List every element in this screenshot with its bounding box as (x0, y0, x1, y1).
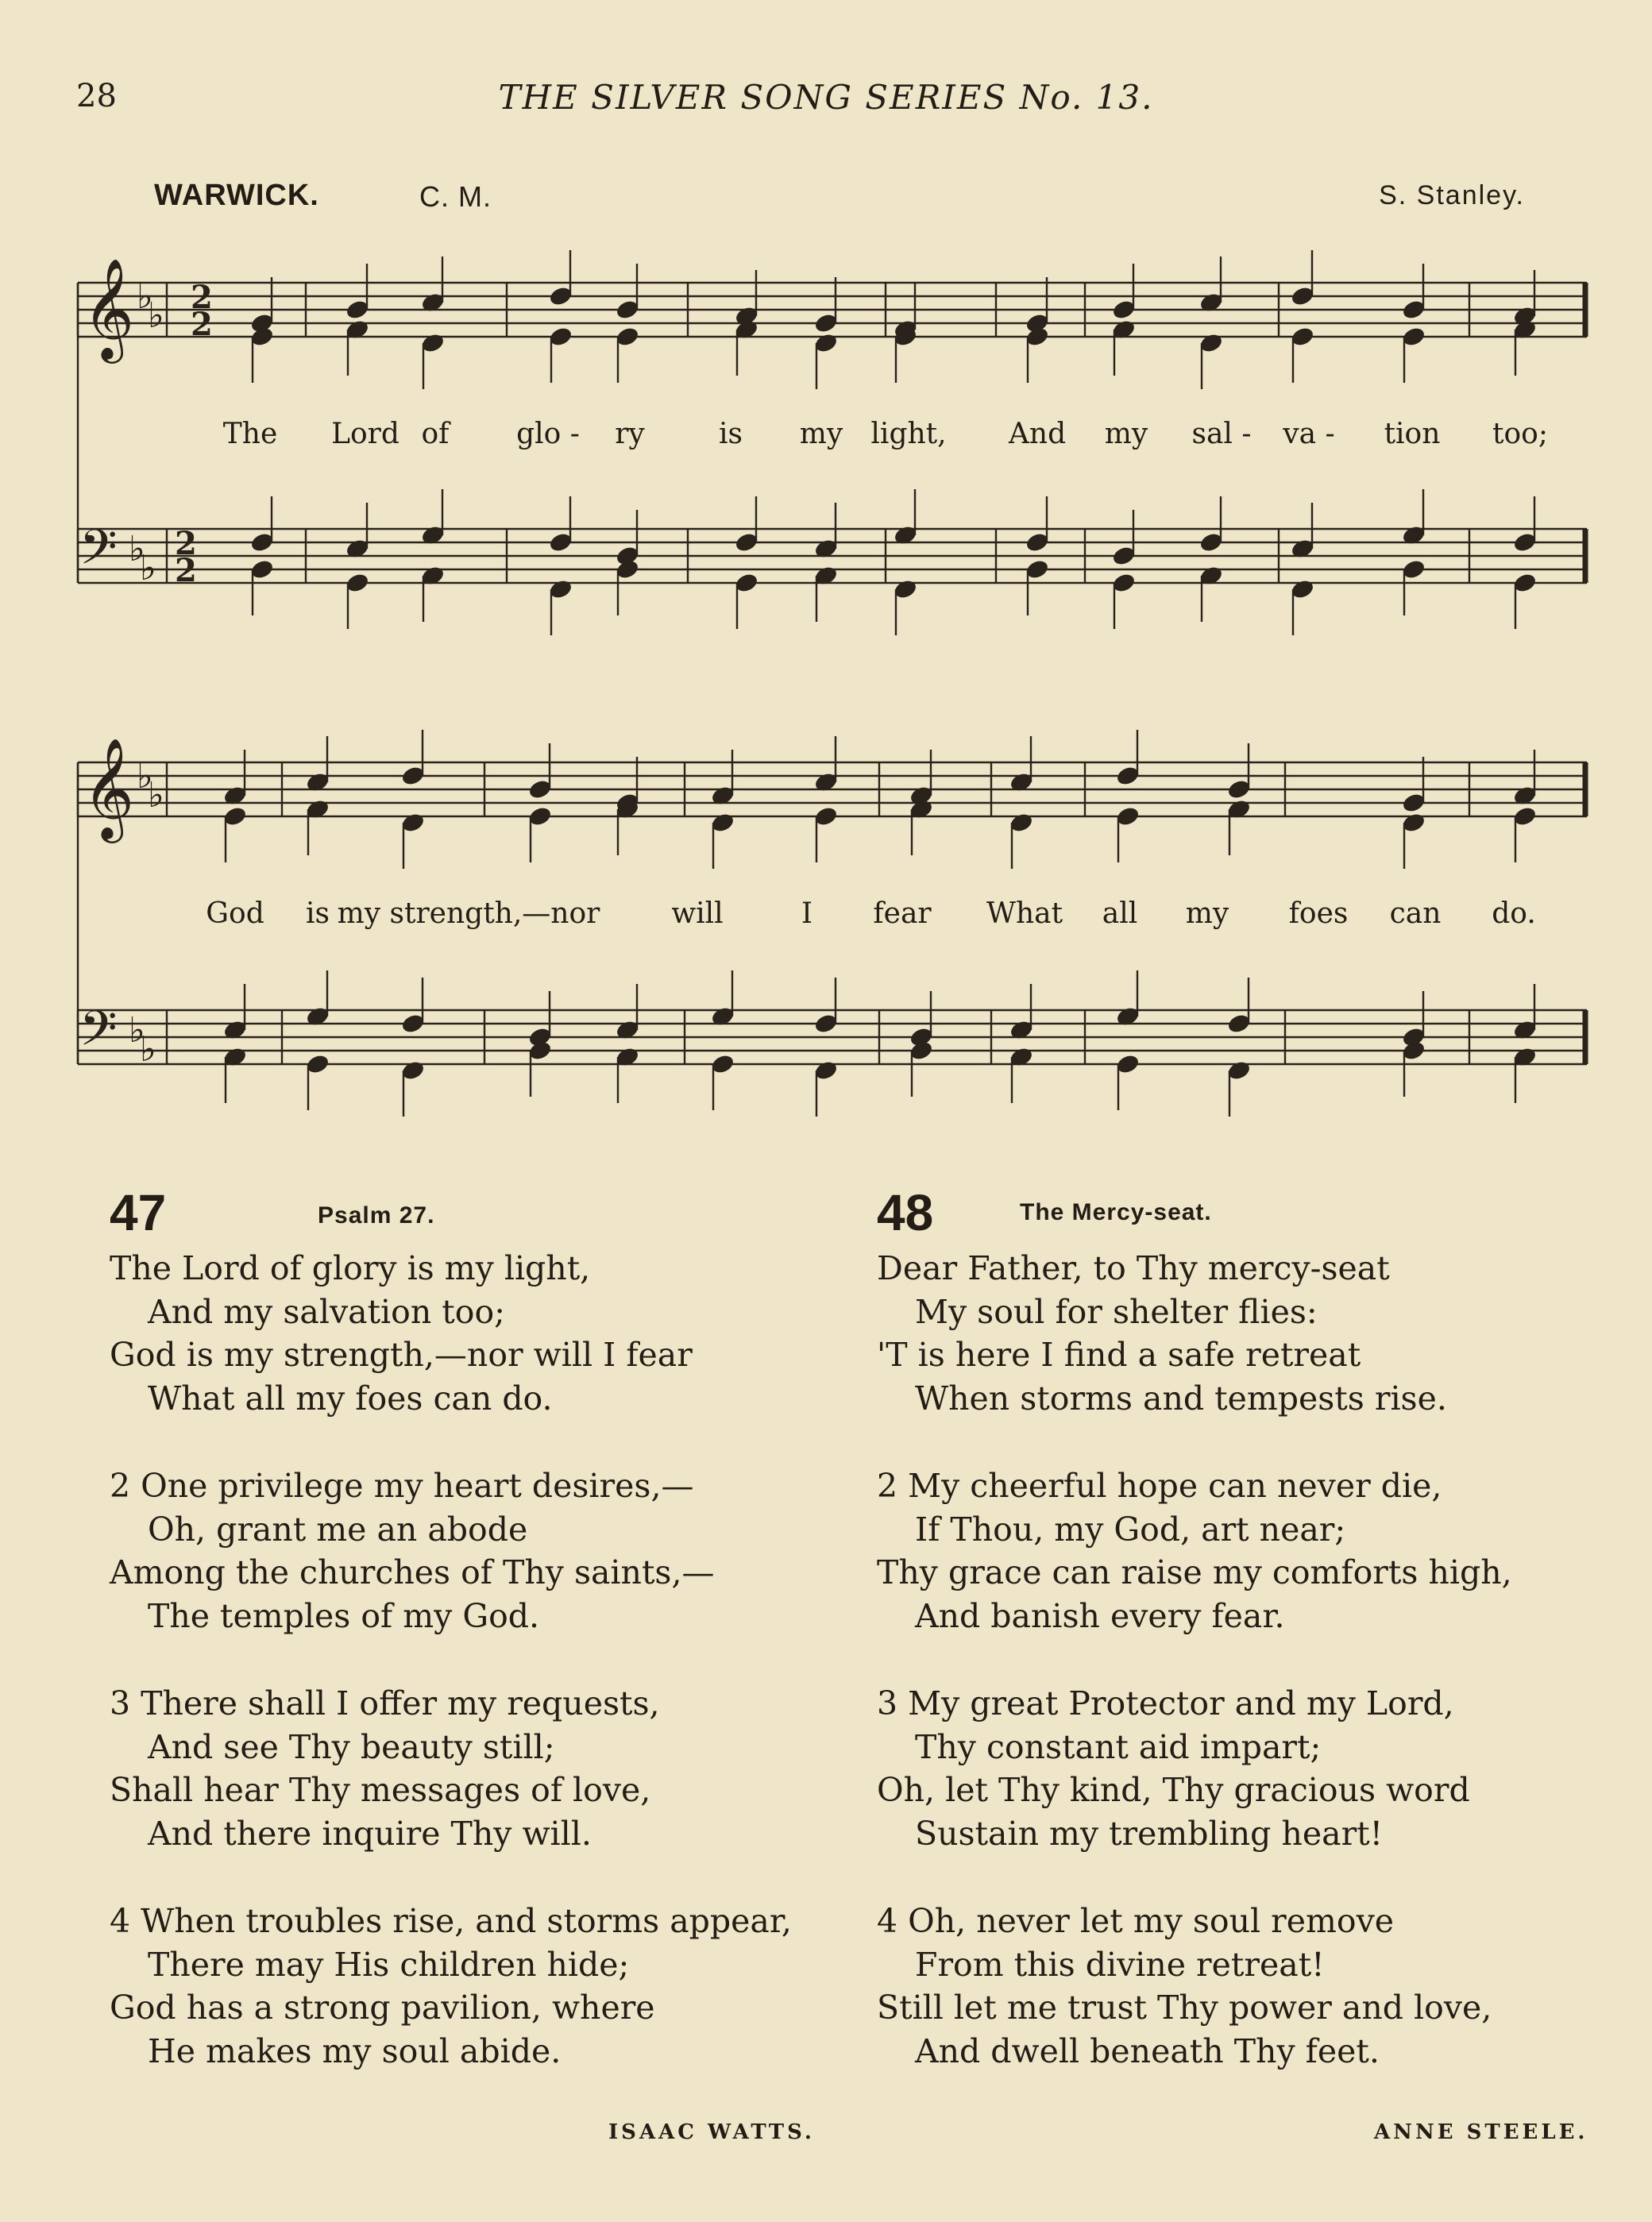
lyric-syllable: What (986, 897, 1063, 930)
lyric-syllable: God (206, 897, 264, 930)
verse-line: 'T is here I find a safe retreat (877, 1336, 1361, 1374)
verse-line: My soul for shelter flies: (915, 1292, 1318, 1331)
hymn-author: ISAAC WATTS. (608, 2120, 815, 2144)
lyric-syllable: glo - (516, 418, 580, 450)
stanza (877, 1247, 1592, 1420)
verse-line: Among the churches of Thy saints,— (110, 1553, 715, 1591)
verse-line: Dear Father, to Thy mercy-seat (877, 1249, 1390, 1287)
verse-line: And dwell beneath Thy feet. (915, 2031, 1380, 2070)
stanza (877, 1900, 1592, 2073)
flat-sign: ♭ (140, 548, 156, 588)
flat-sign: ♭ (148, 775, 164, 816)
flat-sign: ♭ (148, 295, 164, 336)
page-number: 28 (76, 78, 117, 114)
verse-line: Still let me trust Thy power and love, (877, 1989, 1492, 2027)
stanza (110, 1464, 848, 1638)
verse-line: And see Thy beauty still; (148, 1727, 555, 1766)
verse-line: There may His children hide; (148, 1945, 630, 1984)
flat-sign: ♭ (129, 1010, 145, 1051)
staff-lines (78, 283, 1587, 1064)
bass-clef: 𝄢 (79, 1001, 118, 1069)
verse-line: 4 When troubles rise, and storms appear, (110, 1902, 792, 1940)
verse-line: 3 My great Protector and my Lord, (877, 1684, 1454, 1722)
lyric-syllable: will (671, 897, 724, 930)
hymn-number: 48 (877, 1184, 934, 1241)
lyric-syllable: can (1389, 897, 1442, 930)
hymn-author: ANNE STEELE. (1374, 2120, 1588, 2144)
time-signature-top: 2 (175, 525, 197, 562)
treble-clef: 𝄞 (83, 257, 135, 359)
series-title: THE SILVER SONG SERIES No. 13. (498, 78, 1154, 117)
time-signature-top: 2 (191, 279, 213, 316)
verse-line: And banish every fear. (915, 1596, 1285, 1635)
flat-sign: ♭ (137, 756, 153, 797)
lyric-syllable: The (222, 418, 278, 450)
hymn-subject: Psalm 27. (318, 1202, 435, 1229)
hymn-48 (877, 1183, 1592, 2073)
verse-line: 2 My cheerful hope can never die, (877, 1467, 1442, 1505)
lyric-syllable: light, (870, 418, 947, 450)
verse-line: He makes my soul abide. (148, 2031, 562, 2070)
hymn-number: 47 (110, 1184, 167, 1241)
stanza (877, 1464, 1592, 1638)
hymn-subject: The Mercy-seat. (1020, 1199, 1212, 1225)
lyric-syllable: my (799, 418, 843, 450)
noteheads (222, 250, 1537, 1117)
hymn-text (110, 1247, 848, 2073)
verse-line: If Thou, my God, art near; (915, 1510, 1346, 1549)
time-signature-bottom: 2 (175, 552, 197, 589)
verse-line: The temples of my God. (148, 1596, 540, 1635)
lyric-syllable: tion (1384, 418, 1441, 450)
verse-line: God has a strong pavilion, where (110, 1989, 655, 2027)
lyric-syllable: my strength,—nor (337, 897, 600, 930)
treble-clef: 𝄞 (83, 737, 135, 839)
verse-line: The Lord of glory is my light, (110, 1249, 591, 1287)
lyric-syllable: is (719, 418, 743, 450)
lyric-syllable: all (1102, 897, 1138, 930)
flat-sign: ♭ (140, 1029, 156, 1070)
verse-line: Thy constant aid impart; (915, 1727, 1322, 1766)
bass-clef: 𝄢 (79, 519, 118, 588)
verse-line: 2 One privilege my heart desires,— (110, 1467, 694, 1505)
time-signature-bottom: 2 (191, 306, 213, 343)
lyric-syllable: is (306, 897, 330, 930)
clef-symbols (79, 257, 213, 1070)
lyric-syllable: va - (1283, 418, 1335, 450)
verse-line: Shall hear Thy messages of love, (110, 1771, 651, 1809)
verse-line: Oh, let Thy kind, Thy gracious word (877, 1771, 1470, 1809)
hymn-47 (110, 1183, 848, 2073)
verse-line: And there inquire Thy will. (148, 1814, 592, 1853)
lyric-syllable: of (421, 418, 450, 450)
lyric-syllable: Lord (331, 418, 399, 450)
stanza (877, 1682, 1592, 1855)
verse-line: When storms and tempests rise. (915, 1379, 1447, 1418)
lyric-syllable: foes (1288, 897, 1349, 930)
lyric-syllable: fear (873, 897, 932, 930)
verse-line: God is my strength,—nor will I fear (110, 1336, 693, 1374)
verse-line: From this divine retreat! (915, 1945, 1325, 1984)
verse-line: And my salvation too; (148, 1292, 505, 1331)
hymn-text (877, 1247, 1592, 2073)
lyric-syllable: And (1008, 418, 1067, 450)
composer: S. Stanley. (1379, 180, 1525, 210)
lyric-syllable: ry (615, 418, 645, 450)
verse-line: Oh, grant me an abode (148, 1510, 528, 1549)
verse-line: 4 Oh, never let my soul remove (877, 1902, 1395, 1940)
stanza (110, 1247, 848, 1420)
flat-sign: ♭ (129, 529, 145, 569)
stanza (110, 1900, 848, 2073)
lyric-syllable: too; (1492, 418, 1548, 450)
verse-line: Thy grace can raise my comforts high, (877, 1553, 1512, 1591)
flat-sign: ♭ (137, 276, 153, 317)
lyric-syllable: my (1104, 418, 1148, 450)
verse-line: What all my foes can do. (148, 1379, 553, 1418)
lyric-syllable: do. (1492, 897, 1536, 930)
tune-name: WARWICK. (154, 179, 319, 212)
verse-line: 3 There shall I offer my requests, (110, 1684, 660, 1722)
tune-meter: C. M. (419, 180, 492, 213)
lyric-syllable: I (801, 897, 813, 930)
verse-line: Sustain my trembling heart! (915, 1814, 1384, 1853)
stanza (110, 1682, 848, 1855)
lyric-syllable: sal - (1191, 418, 1252, 450)
lyric-syllable: my (1185, 897, 1229, 930)
